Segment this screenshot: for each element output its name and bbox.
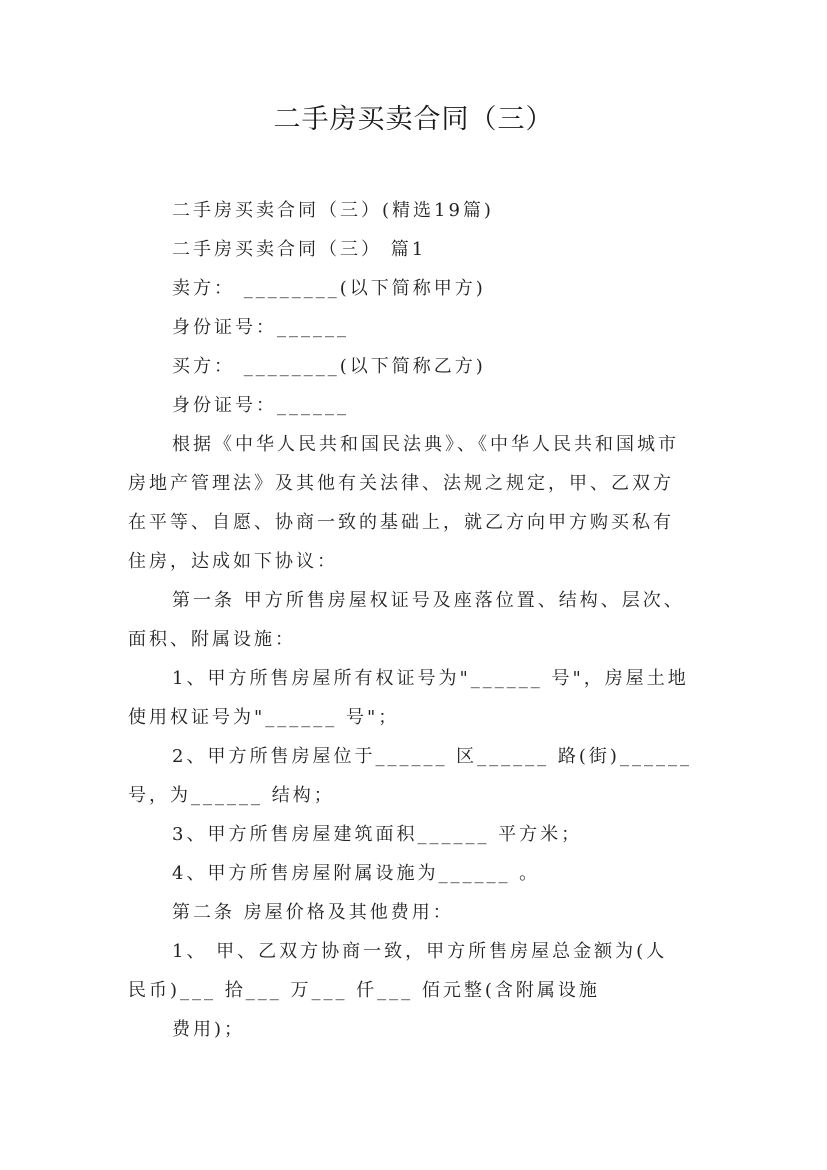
subtitle-line: 二手房买卖合同（三）(精选19篇) — [172, 200, 494, 221]
buyer-id-line: 身份证号：______ — [172, 395, 349, 416]
clause-line: 号，为______ 结构； — [128, 785, 335, 806]
article-one-heading: 第一条 甲方所售房屋权证号及座落位置、结构、层次、 — [172, 590, 685, 611]
clause-line: 2、甲方所售房屋位于______ 区______ 路(街)______ — [172, 746, 692, 767]
document-title: 二手房买卖合同（三） — [273, 104, 554, 135]
clause-line: 4、甲方所售房屋附属设施为______ 。 — [172, 863, 541, 884]
clause-line: 费用)； — [172, 1019, 246, 1040]
buyer-line: 买方： ________(以下简称乙方) — [172, 356, 486, 377]
article-two-heading: 第二条 房屋价格及其他费用： — [172, 902, 454, 923]
clause-line: 3、甲方所售房屋建筑面积______ 平方米； — [172, 824, 583, 845]
seller-line: 卖方： ________(以下简称甲方) — [172, 278, 486, 299]
clause-line: 民币)___ 拾___ 万___ 仟___ 佰元整(含附属设施 — [128, 980, 600, 1001]
paragraph-line: 在平等、自愿、协商一致的基础上，就乙方向甲方购买私有 — [128, 512, 674, 533]
paragraph-line: 面积、附属设施： — [128, 629, 296, 650]
paragraph-line: 住房，达成如下协议： — [128, 551, 338, 572]
paragraph-line: 根据《中华人民共和国民法典》、《中华人民共和国城市 — [172, 434, 679, 455]
clause-line: 1、 甲、乙双方协商一致，甲方所售房屋总金额为(人 — [172, 941, 668, 962]
section-heading: 二手房买卖合同（三） 篇1 — [172, 239, 427, 260]
paragraph-line: 房地产管理法》及其他有关法律、法规之规定，甲、乙双方 — [128, 473, 674, 494]
clause-line: 1、甲方所售房屋所有权证号为"______ 号"，房屋土地 — [172, 668, 689, 689]
seller-id-line: 身份证号：______ — [172, 317, 349, 338]
clause-line: 使用权证号为"______ 号"； — [128, 707, 400, 728]
